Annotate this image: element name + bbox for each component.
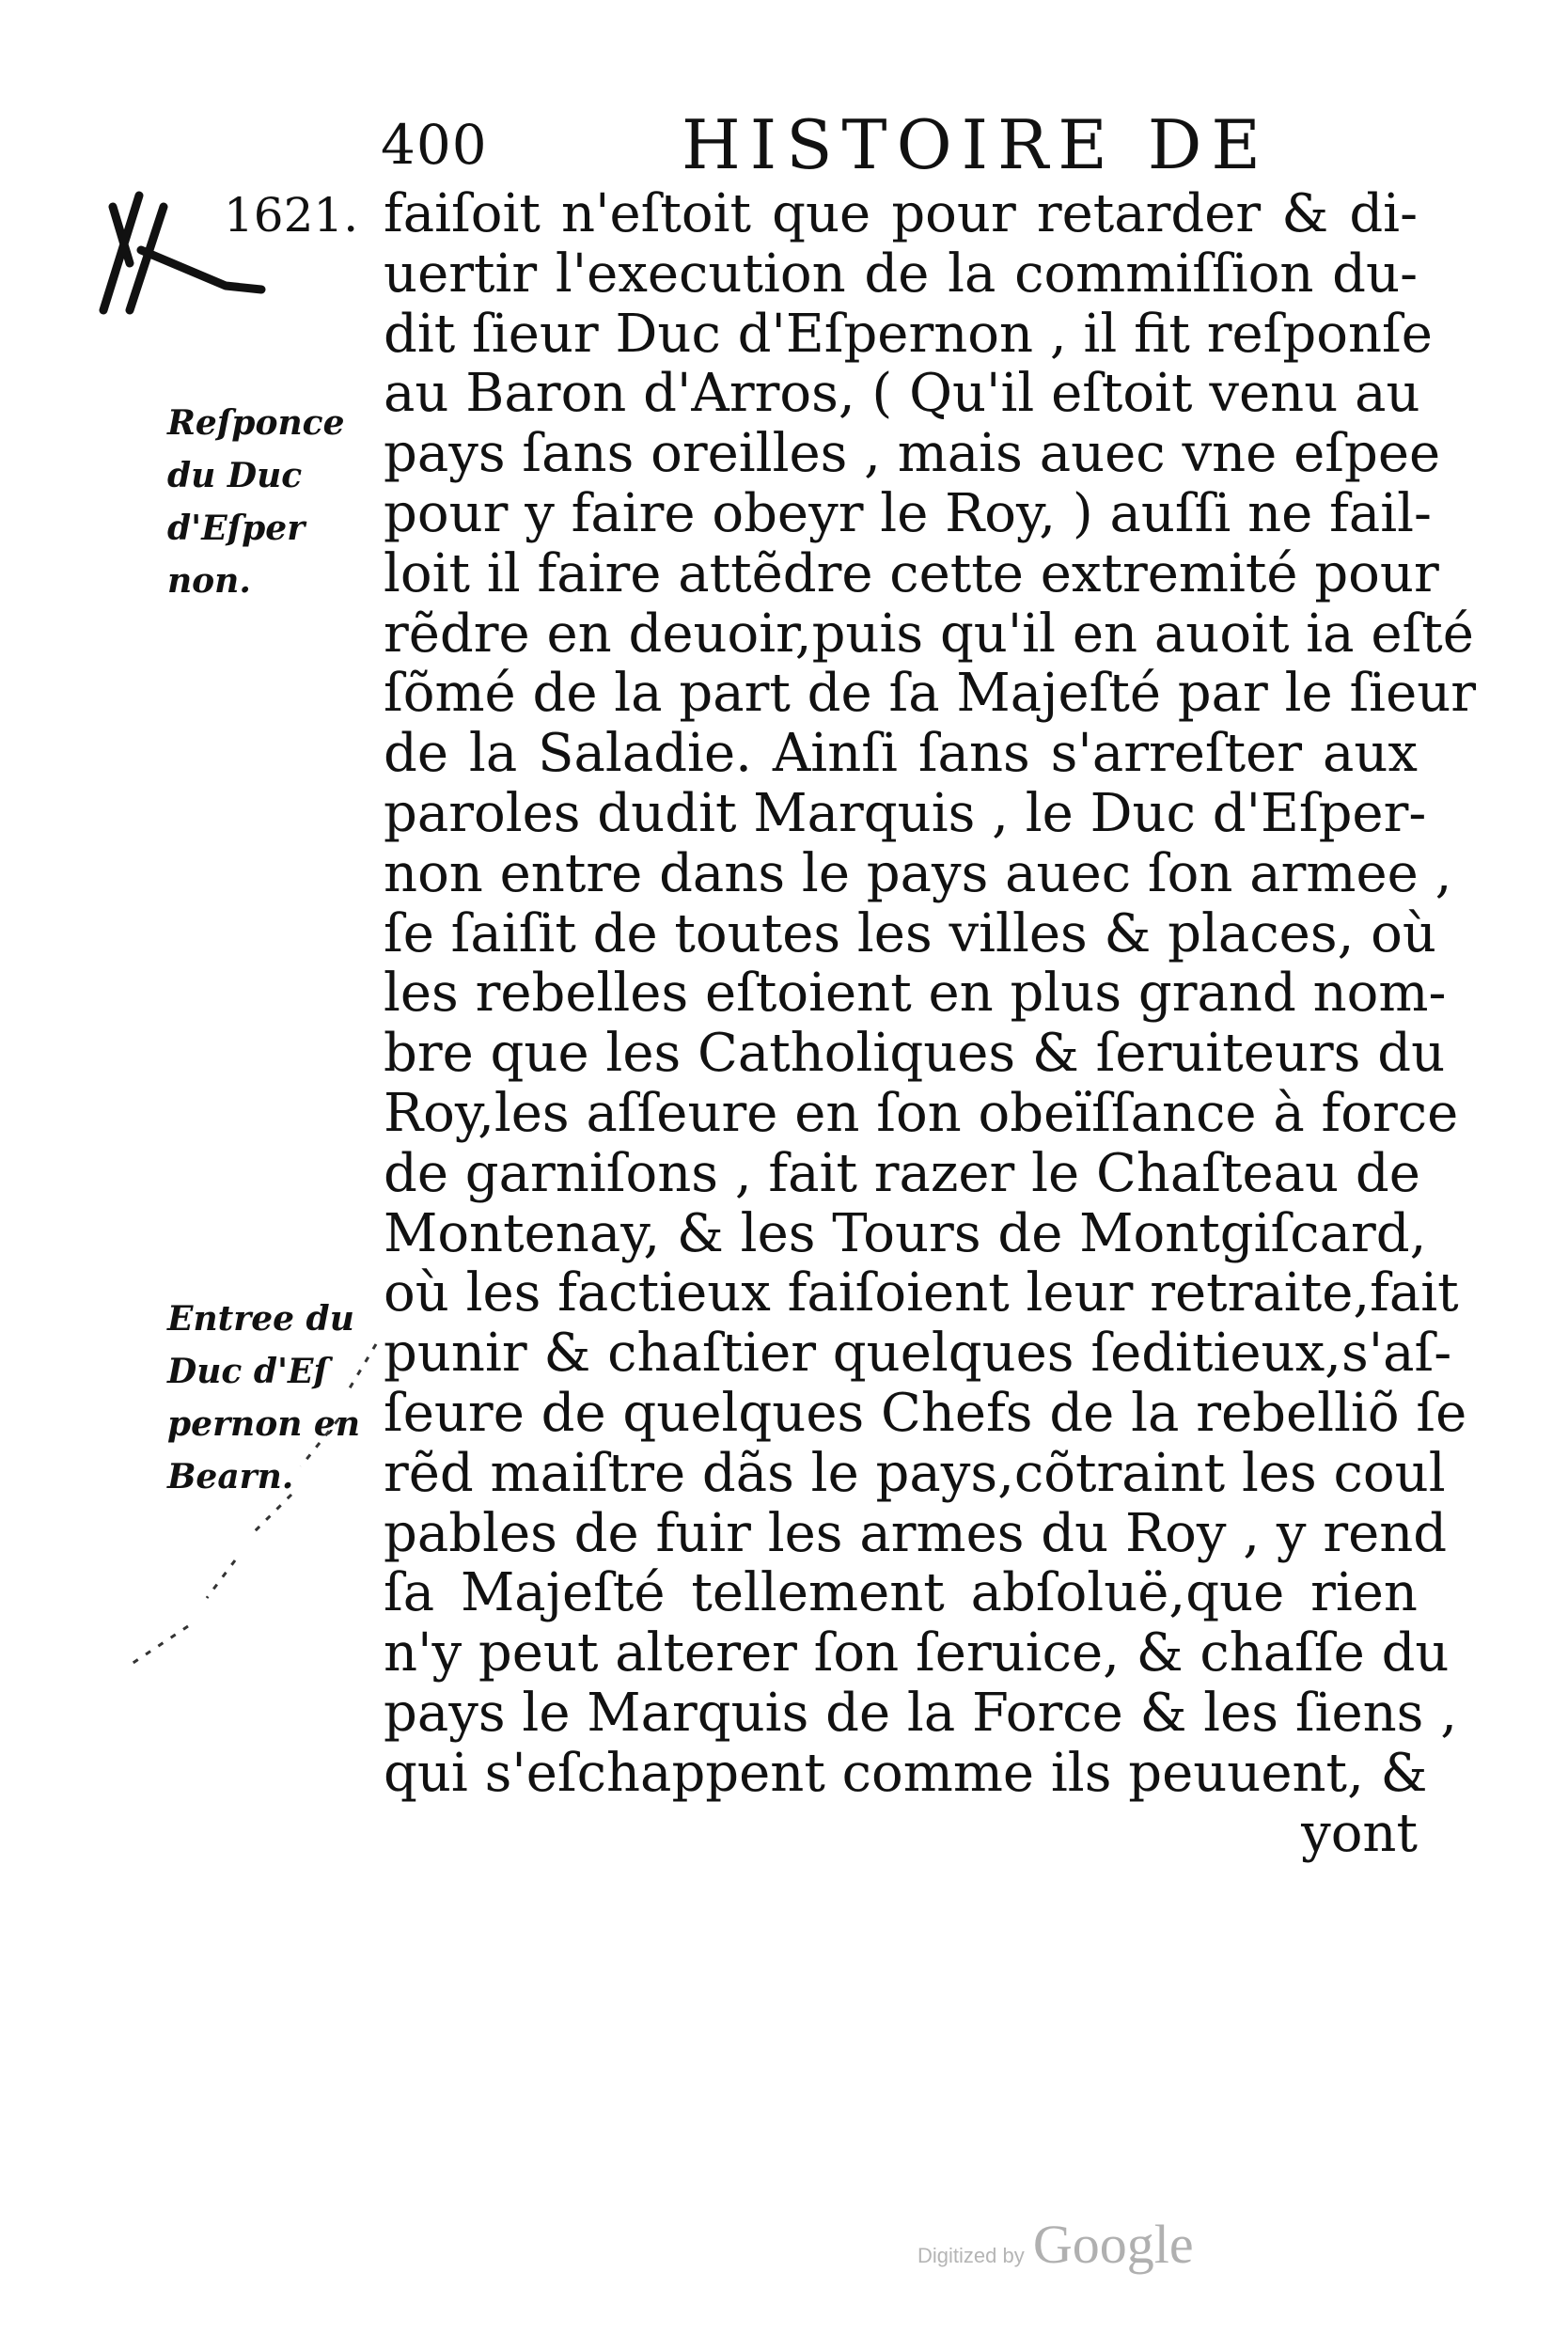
page-header [381,105,1443,190]
text-line: ſõmé de la part de ſa Majeſté par le ſieur [384,663,1477,725]
text-line: loit il faire attẽdre cette extremité pour [384,542,1439,604]
digitized-by-label: Digitized by [917,2244,1025,2267]
text-line: Montenay, & les Tours de Montgiſcard, [384,1202,1427,1264]
text-line: Roy,les aſſeure en ſon obeïſſance à force [384,1082,1459,1144]
margin-note-line: du Duc [167,456,303,495]
text-line: au Baron d'Arros, ( Qu'il eſtoit venu au [384,363,1420,425]
text-line: dit ſieur Duc d'Eſpernon , il fit reſponſe [384,303,1433,365]
text-line: ſe ſaiſit de toutes les villes & places, où [384,902,1436,964]
margin-note-line: d'Eſper [167,509,306,548]
text-line: bre que les Catholiques & ſeruiteurs du [384,1023,1446,1085]
text-line: de garniſons , fait razer le Chaſteau de [384,1142,1420,1204]
catchword: yont [1301,1802,1418,1864]
year-marginal-date: 1621. [224,188,359,243]
margin-note-responce [167,397,384,607]
text-line: uertir l'execution de la commiſſion du- [384,243,1418,305]
margin-note-line: Reſponce [167,403,345,443]
margin-note-line: non. [167,561,251,601]
page-number: 400 [381,113,488,177]
text-line: faiſoit n'eſtoit que pour retarder & di- [384,183,1418,244]
text-line: qui s'eſchappent comme ils peuuent, & [384,1742,1428,1804]
running-title: HISTOIRE DE [682,105,1270,184]
text-line: rẽdre en deuoir,puis qu'il en auoit ia eſté [384,603,1474,665]
text-line: non entre dans le pays auec ſon armee , [384,842,1452,904]
stray-ink-marks [113,1335,423,1673]
text-line: pour y faire obeyr le Roy, ) auſſi ne fail- [384,482,1432,544]
text-line: ſa Majeſté tellement abſoluë,que rien [384,1562,1418,1624]
text-line: ſeure de quelques Chefs de la rebelliõ ſe [384,1382,1467,1444]
google-logo: Google [1032,2214,1194,2275]
body-text [384,183,1477,1864]
text-line: punir & chaſtier quelques ſeditieux,s'aſ- [384,1323,1452,1385]
margin-note-line: pernon en [167,1404,361,1444]
margin-note-line: Duc d'Eſ [167,1352,328,1391]
text-line: n'y peut alterer ſon ſeruice, & chaſſe du [384,1622,1450,1684]
text-line: où les factieux faiſoient leur retraite,fait [384,1262,1459,1324]
text-line: paroles dudit Marquis , le Duc d'Eſper- [384,782,1427,844]
text-line: rẽd maiſtre dãs le pays,cõtraint les coul [384,1442,1446,1504]
text-line: pays ſans oreilles , mais auec vne eſpee [384,423,1441,485]
margin-note-line: Entree du [167,1299,354,1339]
digitization-watermark [917,2213,1194,2288]
margin-note-line: Bearn. [167,1457,294,1496]
text-line: pays le Marquis de la Force & les ſiens , [384,1682,1458,1744]
text-line: les rebelles eſtoient en plus grand nom- [384,963,1447,1025]
text-line: pables de fuir les armes du Roy , y rend [384,1502,1448,1564]
text-line: de la Saladie. Ainſi ſans s'arreſter aux [384,723,1418,785]
